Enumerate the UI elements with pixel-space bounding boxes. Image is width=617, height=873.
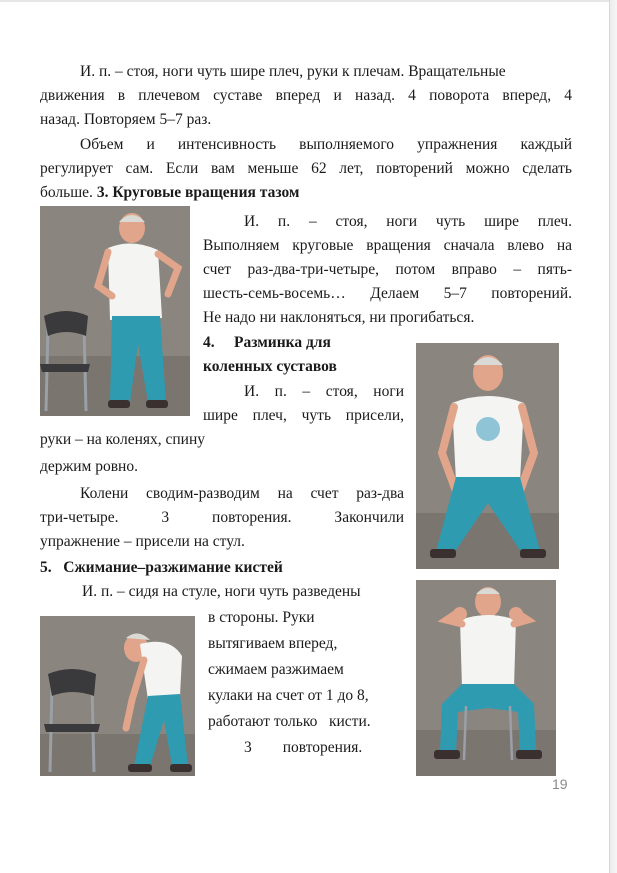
exercise-4-heading-line-2: коленных суставов bbox=[203, 358, 337, 375]
exercise-5-line-2: в стороны. Руки bbox=[208, 609, 315, 626]
exercise-4-line-5: Колени сводим-разводим на счет раз-два bbox=[80, 485, 404, 502]
exercise-4-line-7: упражнение – присели на стул. bbox=[40, 533, 245, 550]
exercise-4-line-3: руки – на коленях, спину bbox=[40, 431, 206, 448]
exercise-5-line-7: 3 повторения. bbox=[244, 739, 363, 756]
intro-line-3: назад. Повторяем 5–7 раз. bbox=[40, 111, 212, 128]
photo-hip-rotation bbox=[40, 206, 190, 416]
exercise-5-line-5: кулаки на счет от 1 до 8, bbox=[208, 687, 369, 704]
exercise-3-line-2: Выполняем круговые вращения сначала влево на bbox=[203, 237, 572, 254]
exercise-4-line-2: шире плеч, чуть присели, bbox=[203, 407, 404, 424]
photo-knee-warmup bbox=[416, 343, 559, 569]
exercise-3-line-3: счет раз-два-три-четыре, потом вправо – пять- bbox=[203, 261, 572, 278]
exercise-5-line-3: вытягиваем вперед, bbox=[208, 635, 338, 652]
exercise-4-line-1: И. п. – стоя, ноги bbox=[244, 383, 404, 400]
intro-line-2: движения в плечевом суставе вперед и назад. 4 поворота вперед, 4 bbox=[40, 87, 572, 104]
photo-hip-rotation-illustration bbox=[40, 206, 190, 416]
intro-line-1: И. п. – стоя, ноги чуть шире плеч, руки к плечам. Вращательные bbox=[80, 63, 506, 80]
intro-line-5: регулирует сам. Если вам меньше 62 лет, повторений можно сделать bbox=[40, 160, 572, 177]
exercise-3-line-5: Не надо ни наклоняться, ни прогибаться. bbox=[203, 309, 475, 326]
exercise-3-heading: 3. Круговые вращения тазом bbox=[96, 184, 300, 201]
page-number: 19 bbox=[552, 776, 568, 792]
exercise-5-line-4: сжимаем разжимаем bbox=[208, 661, 344, 678]
exercise-3-line-4: шесть-семь-восемь… Делаем 5–7 повторений. bbox=[203, 285, 572, 302]
intro-line-6 bbox=[40, 181, 572, 205]
exercise-5-heading: 5. Сжимание–разжимание кистей bbox=[40, 559, 283, 576]
page-top-edge bbox=[0, 0, 609, 2]
photo-knee-warmup-illustration bbox=[416, 343, 559, 569]
exercise-5-line-1: И. п. – сидя на стуле, ноги чуть разведены bbox=[82, 583, 361, 600]
photo-bending-to-chair bbox=[40, 616, 195, 776]
exercise-4-line-4: держим ровно. bbox=[40, 458, 138, 475]
exercise-3-line-1: И. п. – стоя, ноги чуть шире плеч. bbox=[244, 213, 572, 230]
intro-line-4: Объем и интенсивность выполняемого упражнения каждый bbox=[80, 136, 572, 153]
page-right-edge bbox=[609, 0, 617, 873]
intro-line-6-text: больше. bbox=[40, 184, 97, 201]
exercise-5-line-6: работают только кисти. bbox=[208, 713, 371, 730]
exercise-4-line-6: три-четыре. 3 повторения. Закончили bbox=[40, 509, 404, 526]
photo-bending-to-chair-illustration bbox=[40, 616, 195, 776]
exercise-4-heading-line-1: 4. Разминка для bbox=[203, 334, 331, 351]
photo-fist-clench-illustration bbox=[416, 580, 556, 776]
photo-fist-clench bbox=[416, 580, 556, 776]
